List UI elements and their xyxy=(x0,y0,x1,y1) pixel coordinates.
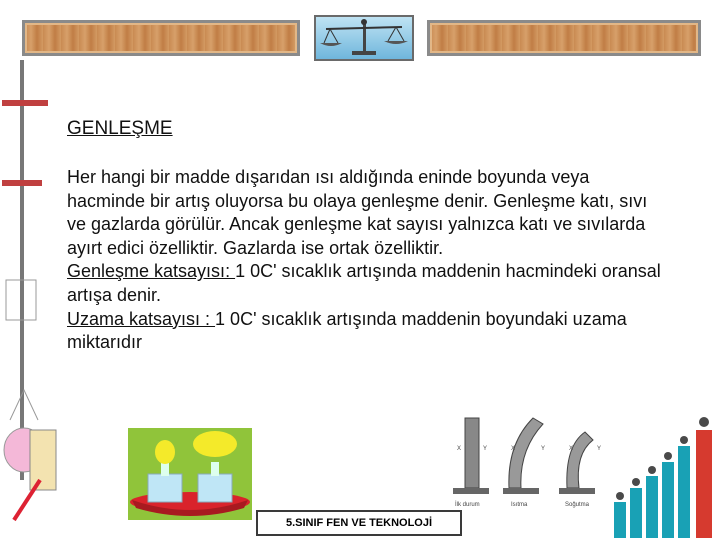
rod-mark-x: X xyxy=(511,446,516,452)
rod-label-heating: Isıtma xyxy=(511,502,528,508)
definition-elongation-coefficient xyxy=(67,308,667,355)
page-title: GENLEŞME xyxy=(67,118,173,139)
balance-scale-icon xyxy=(314,15,414,61)
definition-text: 1 0C' sıcaklık artışında maddenin hacmindeki oransal artışa denir. xyxy=(67,261,661,305)
rod-expansion-diagram xyxy=(447,414,610,514)
basin-experiment-image xyxy=(128,428,252,520)
definition-text: 1 0C' sıcaklık artışında maddenin boyundaki uzama miktarıdır xyxy=(67,308,627,353)
rod-mark-y: Y xyxy=(483,446,488,452)
wood-banner-right xyxy=(427,20,701,56)
footer-label: 5.SINIF FEN VE TEKNOLOJİ xyxy=(256,510,462,536)
rod-mark-x: X xyxy=(569,446,574,452)
definition-term: Uzama katsayısı : xyxy=(67,308,216,329)
rod-label-initial: İlk durum xyxy=(455,502,480,508)
rod-mark-y: Y xyxy=(541,446,546,452)
lab-stand-illustration xyxy=(0,60,60,530)
rod-label-cooling: Soğutma xyxy=(565,502,590,508)
main-text xyxy=(67,118,667,355)
wood-banner-left xyxy=(22,20,300,56)
rod-mark-y: Y xyxy=(597,446,602,452)
definition-term: Genleşme katsayısı: xyxy=(67,261,236,282)
intro-paragraph: Her hangi bir madde dışarıdan ısı aldığında eninde boyunda veya hacminde bir artış oluyorsa bu olaya genleşme denir. Genleşme katı, sıvı ve gazlarda görülür. Ancak genleşme kat sayısı yalnızca katı ve sıvılarda ayırt edici özelliktir. Gazlarda ise ortak özelliktir. xyxy=(67,167,648,258)
bar-figures-decoration xyxy=(612,392,720,540)
rod-mark-x: X xyxy=(457,446,462,452)
definition-expansion-coefficient xyxy=(67,260,667,307)
